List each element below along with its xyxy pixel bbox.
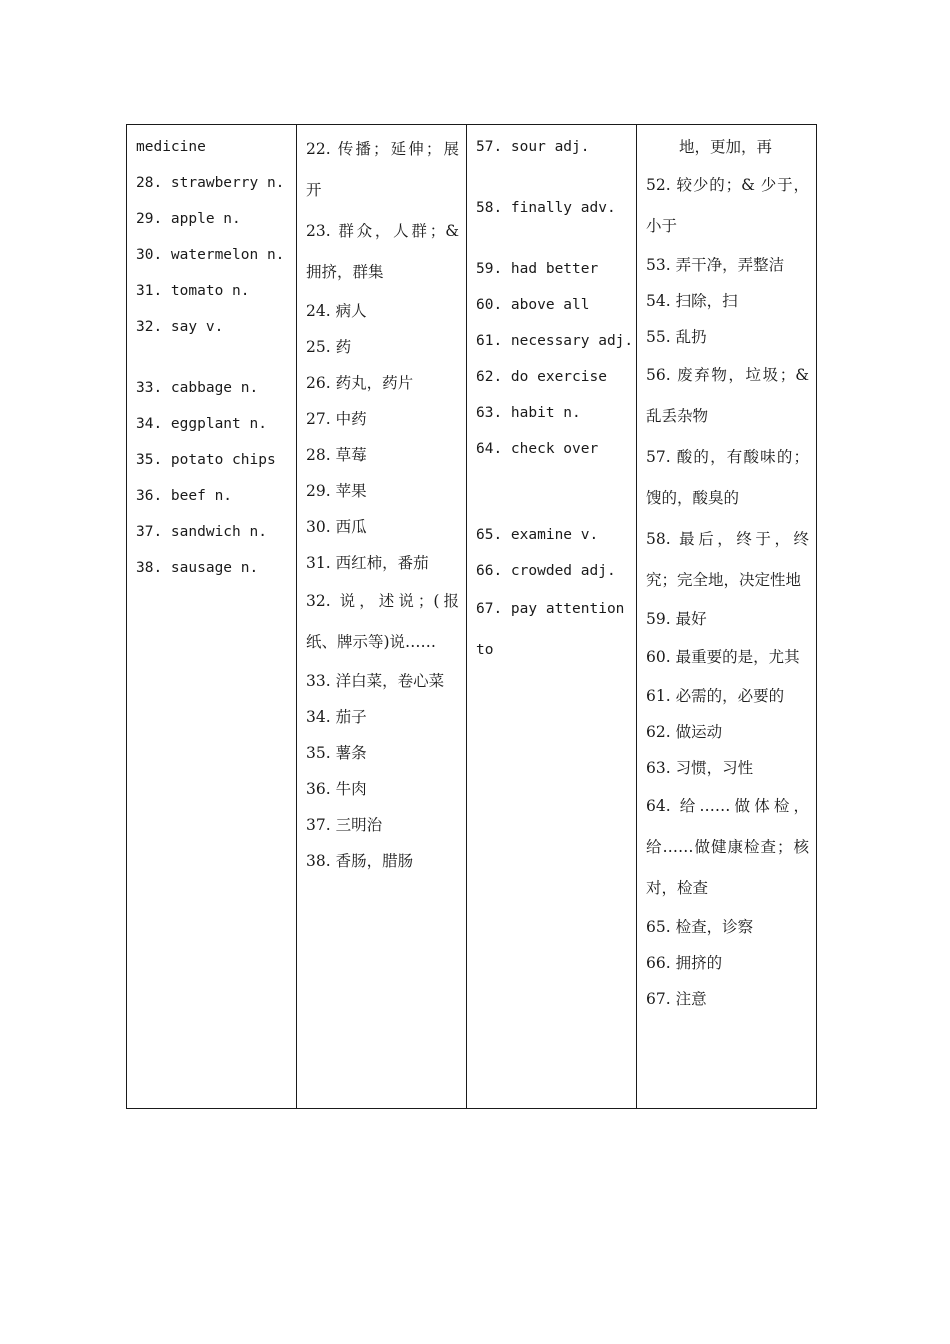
list-item: 26. 药丸，药片 xyxy=(306,374,414,392)
list-item: 67. 注意 xyxy=(646,990,707,1008)
list-item: 57. sour adj. xyxy=(476,139,590,155)
list-item: 34. eggplant n. xyxy=(136,416,267,432)
list-item: 56. 废弃物，垃圾；& 乱丢杂物 xyxy=(646,366,809,425)
list-item: 65. 检查，诊察 xyxy=(646,918,754,936)
list-item: 23. 群众，人群；& 拥挤，群集 xyxy=(306,222,459,281)
list-item: 38. sausage n. xyxy=(136,560,259,576)
list-item: 22. 传播；延伸；展开 xyxy=(306,140,459,199)
list-item: 28. strawberry n. xyxy=(136,175,285,191)
list-item: 33. 洋白菜，卷心菜 xyxy=(306,672,445,690)
list-item: 36. 牛肉 xyxy=(306,780,367,798)
list-item: 28. 草莓 xyxy=(306,446,367,464)
vocabulary-table xyxy=(126,124,817,1109)
list-item: 29. apple n. xyxy=(136,211,241,227)
continuation-word: medicine xyxy=(136,139,206,155)
list-item: 61. necessary adj. xyxy=(476,333,634,349)
list-item: 31. 西红柿，番茄 xyxy=(306,554,429,572)
list-item: 34. 茄子 xyxy=(306,708,367,726)
list-item: 35. potato chips xyxy=(136,452,276,468)
list-item: 66. 拥挤的 xyxy=(646,954,723,972)
list-item: 27. 中药 xyxy=(306,410,367,428)
list-item: 62. do exercise xyxy=(476,369,607,385)
list-item: 30. 西瓜 xyxy=(306,518,367,536)
list-item: 54. 扫除，扫 xyxy=(646,292,738,310)
list-item: 65. examine v. xyxy=(476,527,599,543)
list-item: 25. 药 xyxy=(306,338,352,356)
continuation-text: 地，更加，再 xyxy=(679,138,773,156)
chinese-column-2 xyxy=(297,125,467,1109)
list-item: 33. cabbage n. xyxy=(136,380,259,396)
list-item: 60. 最重要的是，尤其 xyxy=(646,648,800,666)
list-item: 67. pay attention to xyxy=(476,601,625,658)
list-item: 62. 做运动 xyxy=(646,723,723,741)
list-item: 58. 最后，终于，终究；完全地，决定性地 xyxy=(646,530,809,589)
list-item: 59. 最好 xyxy=(646,610,707,628)
list-item: 63. 习惯，习性 xyxy=(646,759,754,777)
list-item: 30. watermelon n. xyxy=(136,247,285,263)
list-item: 58. finally adv. xyxy=(476,200,616,216)
list-item: 60. above all xyxy=(476,297,590,313)
chinese-column-4 xyxy=(637,125,817,1109)
list-item: 32. say v. xyxy=(136,319,224,335)
list-item: 57. 酸的，有酸味的；馊的，酸臭的 xyxy=(646,448,809,507)
english-column-1 xyxy=(127,125,297,1109)
list-item: 59. had better xyxy=(476,261,599,277)
list-item: 61. 必需的，必要的 xyxy=(646,687,785,705)
list-item: 64. 给……做体检，给……做健康检查；核对，检查 xyxy=(646,797,809,897)
list-item: 55. 乱扔 xyxy=(646,328,707,346)
list-item: 64. check over xyxy=(476,441,599,457)
list-item: 36. beef n. xyxy=(136,488,233,504)
list-item: 66. crowded adj. xyxy=(476,563,616,579)
english-column-3 xyxy=(467,125,637,1109)
list-item: 29. 苹果 xyxy=(306,482,367,500)
list-item: 38. 香肠，腊肠 xyxy=(306,852,414,870)
list-item: 37. sandwich n. xyxy=(136,524,267,540)
list-item: 35. 薯条 xyxy=(306,744,367,762)
list-item: 53. 弄干净，弄整洁 xyxy=(646,256,785,274)
list-item: 32. 说，述说；(报纸、牌示等)说…… xyxy=(306,592,459,651)
list-item: 24. 病人 xyxy=(306,302,367,320)
list-item: 63. habit n. xyxy=(476,405,581,421)
list-item: 31. tomato n. xyxy=(136,283,250,299)
list-item: 37. 三明治 xyxy=(306,816,383,834)
list-item: 52. 较少的；& 少于，小于 xyxy=(646,176,809,235)
